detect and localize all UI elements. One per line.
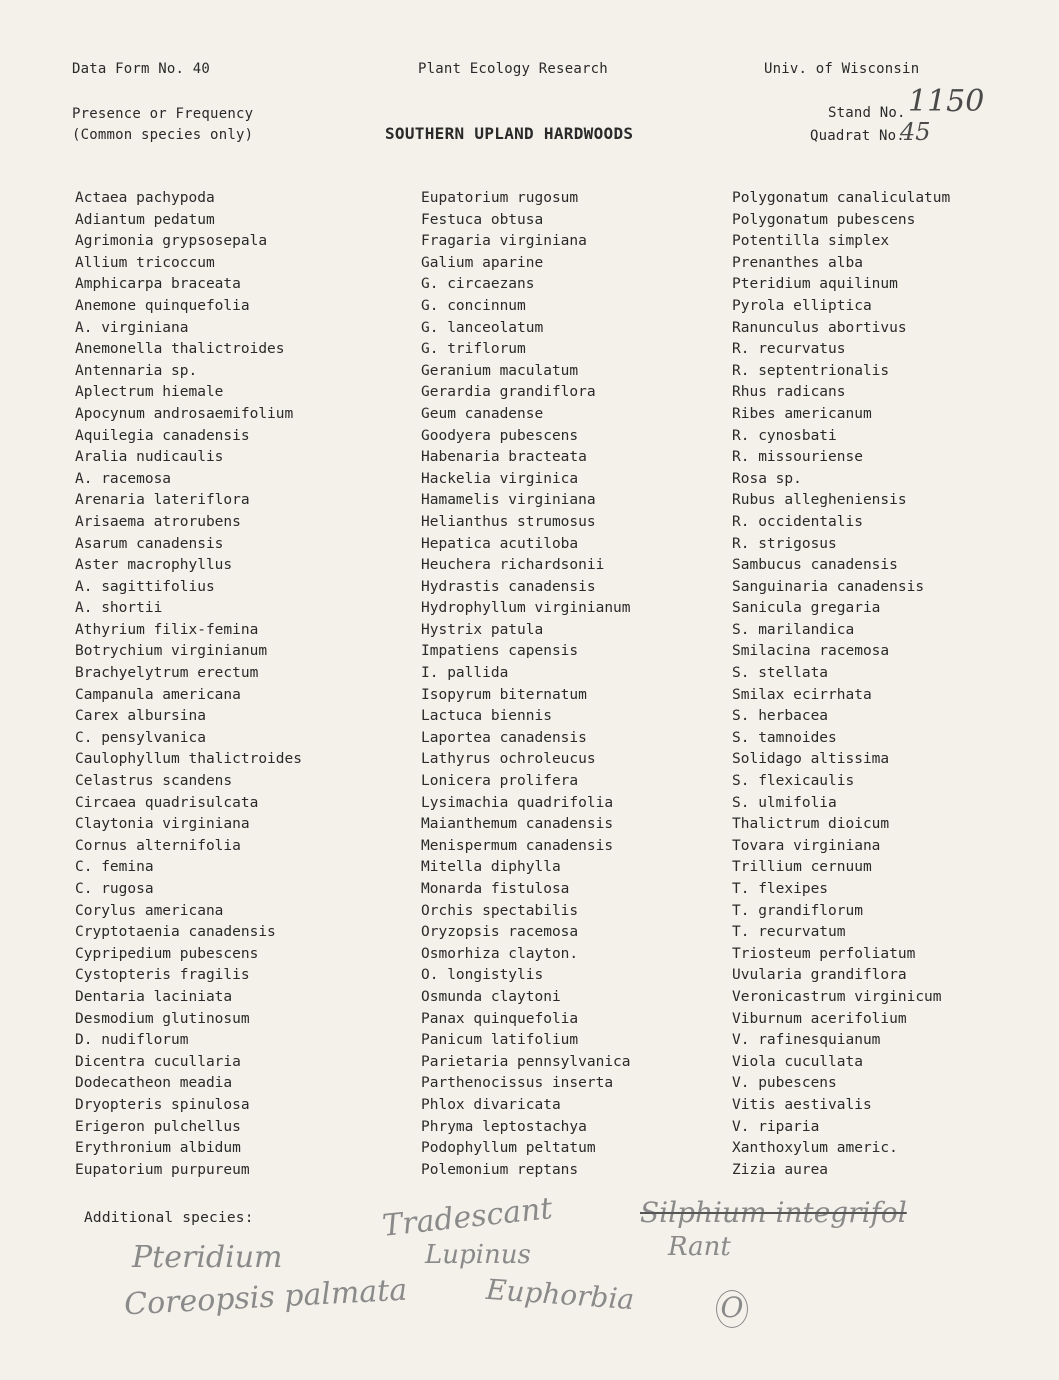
species-item: Smilacina racemosa: [732, 643, 890, 660]
species-item: Isopyrum biternatum: [421, 686, 587, 703]
species-item: Phlox divaricata: [421, 1096, 561, 1113]
species-item: Panax quinquefolia: [421, 1010, 579, 1027]
species-item: Actaea pachypoda: [75, 190, 215, 206]
species-item: Hamamelis virginiana: [421, 492, 596, 509]
stand-label: Stand No.: [828, 105, 906, 121]
species-item: Oryzopsis racemosa: [421, 924, 579, 941]
additional-species-label: Additional species:: [84, 1210, 254, 1226]
species-item: Cornus alternifolia: [75, 837, 241, 854]
species-item: Circaea quadrisulcata: [75, 794, 259, 811]
species-item: Fragaria virginiana: [421, 233, 587, 250]
species-item: Viburnum acerifolium: [732, 1010, 907, 1027]
species-item: A. virginiana: [75, 319, 189, 336]
species-item: Anemone quinquefolia: [75, 297, 250, 314]
species-item: Dentaria laciniata: [75, 988, 233, 1005]
species-column-2: [421, 188, 631, 1181]
species-item: Osmorhiza clayton.: [421, 945, 579, 962]
species-item: R. missouriense: [732, 449, 863, 466]
species-item: C. rugosa: [75, 881, 154, 897]
species-item: Cypripedium pubescens: [75, 945, 259, 962]
species-item: Veronicastrum virginicum: [732, 988, 942, 1005]
species-item: Triosteum perfoliatum: [732, 945, 916, 962]
species-item: A. racemosa: [75, 470, 172, 487]
handwritten-struck-entry: Silphium integrifol: [640, 1196, 907, 1229]
species-item: Dryopteris spinulosa: [75, 1096, 250, 1113]
species-item: Hydrastis canadensis: [421, 578, 596, 595]
species-item: Helianthus strumosus: [421, 513, 596, 530]
species-item: Celastrus scandens: [75, 773, 233, 790]
species-item: Lysimachia quadrifolia: [421, 794, 614, 811]
page-title: SOUTHERN UPLAND HARDWOODS: [385, 124, 634, 143]
species-item: Aplectrum hiemale: [75, 384, 224, 401]
species-item: Anemonella thalictroides: [75, 341, 285, 358]
species-item: Aster macrophyllus: [75, 557, 233, 574]
species-item: Mitella diphylla: [421, 859, 561, 876]
species-item: Eupatorium rugosum: [421, 190, 579, 206]
species-item: Eupatorium purpureum: [75, 1161, 250, 1178]
species-item: Sanicula gregaria: [732, 600, 881, 617]
species-item: Rubus allegheniensis: [732, 492, 907, 509]
species-column-1: [75, 188, 302, 1181]
species-item: S. flexicaulis: [732, 773, 855, 790]
species-item: Polemonium reptans: [421, 1161, 579, 1178]
species-item: G. circaezans: [421, 276, 535, 293]
species-item: C. pensylvanica: [75, 729, 206, 746]
species-item: Hystrix patula: [421, 621, 544, 638]
species-item: Geum canadense: [421, 405, 544, 422]
species-item: Aquilegia canadensis: [75, 427, 250, 444]
quadrat-value: 45: [900, 118, 931, 146]
species-item: Parthenocissus inserta: [421, 1075, 614, 1092]
species-item: Cystopteris fragilis: [75, 967, 250, 984]
species-item: R. occidentalis: [732, 513, 863, 530]
species-item: I. pallida: [421, 665, 509, 682]
species-item: Athyrium filix-femina: [75, 621, 259, 638]
species-item: T. flexipes: [732, 881, 829, 897]
species-item: R. strigosus: [732, 535, 837, 552]
species-item: Adiantum pedatum: [75, 211, 215, 228]
species-item: Orchis spectabilis: [421, 902, 579, 919]
species-item: Amphicarpa braceata: [75, 276, 241, 293]
species-item: Heuchera richardsonii: [421, 557, 605, 574]
species-item: Lonicera prolifera: [421, 773, 579, 790]
species-item: G. lanceolatum: [421, 319, 544, 336]
handwritten-pteridium: Pteridium: [132, 1240, 283, 1275]
species-item: Arisaema atrorubens: [75, 513, 241, 530]
handwritten-tradescantia: Tradescant: [380, 1191, 555, 1244]
species-item: Uvularia grandiflora: [732, 967, 907, 984]
species-item: A. shortii: [75, 600, 163, 617]
species-item: Agrimonia grypsosepala: [75, 233, 268, 250]
species-item: S. marilandica: [732, 621, 855, 638]
species-item: Impatiens capensis: [421, 643, 579, 660]
species-item: Cryptotaenia canadensis: [75, 924, 276, 941]
species-item: Goodyera pubescens: [421, 427, 579, 444]
species-item: Caulophyllum thalictroides: [75, 751, 302, 768]
quadrat-label: Quadrat No.: [810, 128, 905, 144]
species-item: Apocynum androsaemifolium: [75, 405, 294, 422]
species-item: Asarum canadensis: [75, 535, 224, 552]
species-item: Carex albursina: [75, 708, 206, 725]
species-item: Lactuca biennis: [421, 708, 552, 725]
species-item: S. ulmifolia: [732, 794, 837, 811]
species-item: Festuca obtusa: [421, 211, 544, 228]
handwritten-euphorbia: Euphorbia: [485, 1272, 636, 1317]
species-item: Parietaria pennsylvanica: [421, 1053, 631, 1070]
species-item: V. rafinesquianum: [732, 1032, 881, 1049]
species-column-3: [732, 188, 950, 1181]
species-item: Brachyelytrum erectum: [75, 665, 259, 682]
species-item: T. recurvatum: [732, 924, 846, 941]
species-item: Viola cucullata: [732, 1053, 863, 1070]
species-item: C. femina: [75, 859, 154, 876]
species-item: S. tamnoides: [732, 729, 837, 746]
species-item: Monarda fistulosa: [421, 881, 570, 897]
presence-note: (Common species only): [72, 127, 254, 143]
species-item: R. recurvatus: [732, 341, 846, 358]
form-number: Data Form No. 40: [72, 61, 211, 77]
species-item: Campanula americana: [75, 686, 241, 703]
species-item: Allium tricoccum: [75, 254, 215, 271]
species-item: Hydrophyllum virginianum: [421, 600, 631, 617]
species-item: Sanguinaria canadensis: [732, 578, 925, 595]
species-item: Aralia nudicaulis: [75, 449, 224, 466]
species-item: Maianthemum canadensis: [421, 816, 614, 833]
species-item: Dicentra cucullaria: [75, 1053, 241, 1070]
handwritten-lupinus: Lupinus: [425, 1240, 531, 1270]
species-item: Arenaria lateriflora: [75, 492, 250, 509]
species-item: Dodecatheon meadia: [75, 1075, 233, 1092]
species-item: Erigeron pulchellus: [75, 1118, 241, 1135]
handwritten-coreopsis: Coreopsis palmata: [123, 1272, 408, 1323]
species-item: Geranium maculatum: [421, 362, 579, 379]
species-item: Desmodium glutinosum: [75, 1010, 250, 1027]
species-item: G. triflorum: [421, 341, 526, 358]
species-item: V. pubescens: [732, 1075, 837, 1092]
handwritten-rant: Rant: [668, 1232, 731, 1262]
species-item: Smilax ecirrhata: [732, 686, 872, 703]
species-item: Osmunda claytoni: [421, 988, 561, 1005]
species-item: Zizia aurea: [732, 1161, 829, 1178]
species-item: Solidago altissima: [732, 751, 890, 768]
species-item: D. nudiflorum: [75, 1032, 189, 1049]
species-item: Botrychium virginianum: [75, 643, 268, 660]
species-item: Galium aparine: [421, 254, 544, 271]
species-item: Podophyllum peltatum: [421, 1140, 596, 1157]
species-item: G. concinnum: [421, 297, 526, 314]
species-item: Tovara virginiana: [732, 837, 881, 854]
species-item: Antennaria sp.: [75, 362, 198, 379]
species-item: Gerardia grandiflora: [421, 384, 596, 401]
handwritten-circled-mark: O: [716, 1290, 748, 1328]
species-item: Lathyrus ochroleucus: [421, 751, 596, 768]
species-item: R. septentrionalis: [732, 362, 890, 379]
species-item: Polygonatum pubescens: [732, 211, 916, 228]
species-item: Trillium cernuum: [732, 859, 872, 876]
species-item: Laportea canadensis: [421, 729, 587, 746]
species-item: Ranunculus abortivus: [732, 319, 907, 336]
species-item: S. herbacea: [732, 708, 829, 725]
species-item: Hepatica acutiloba: [421, 535, 579, 552]
species-item: Prenanthes alba: [732, 254, 863, 271]
species-item: Ribes americanum: [732, 405, 872, 422]
species-item: Rhus radicans: [732, 384, 846, 401]
program-name: Plant Ecology Research: [418, 61, 608, 77]
species-item: Thalictrum dioicum: [732, 816, 890, 833]
species-item: Corylus americana: [75, 902, 224, 919]
species-item: Potentilla simplex: [732, 233, 890, 250]
species-item: O. longistylis: [421, 967, 544, 984]
species-item: Habenaria bracteata: [421, 449, 587, 466]
species-item: Sambucus canadensis: [732, 557, 898, 574]
species-item: Pteridium aquilinum: [732, 276, 898, 293]
species-item: A. sagittifolius: [75, 578, 215, 595]
species-item: S. stellata: [732, 665, 829, 682]
university-name: Univ. of Wisconsin: [764, 61, 920, 77]
species-item: V. riparia: [732, 1118, 820, 1135]
presence-label: Presence or Frequency: [72, 106, 254, 122]
species-item: Hackelia virginica: [421, 470, 579, 487]
species-item: Panicum latifolium: [421, 1032, 579, 1049]
species-item: Menispermum canadensis: [421, 837, 614, 854]
species-item: Xanthoxylum americ.: [732, 1140, 898, 1157]
species-item: Erythronium albidum: [75, 1140, 241, 1157]
species-item: R. cynosbati: [732, 427, 837, 444]
species-item: Phryma leptostachya: [421, 1118, 587, 1135]
stand-value: 1150: [908, 84, 985, 119]
species-item: T. grandiflorum: [732, 902, 863, 919]
species-item: Pyrola elliptica: [732, 297, 872, 314]
species-item: Rosa sp.: [732, 470, 802, 487]
species-item: Claytonia virginiana: [75, 816, 250, 833]
species-item: Vitis aestivalis: [732, 1096, 872, 1113]
species-item: Polygonatum canaliculatum: [732, 190, 951, 206]
